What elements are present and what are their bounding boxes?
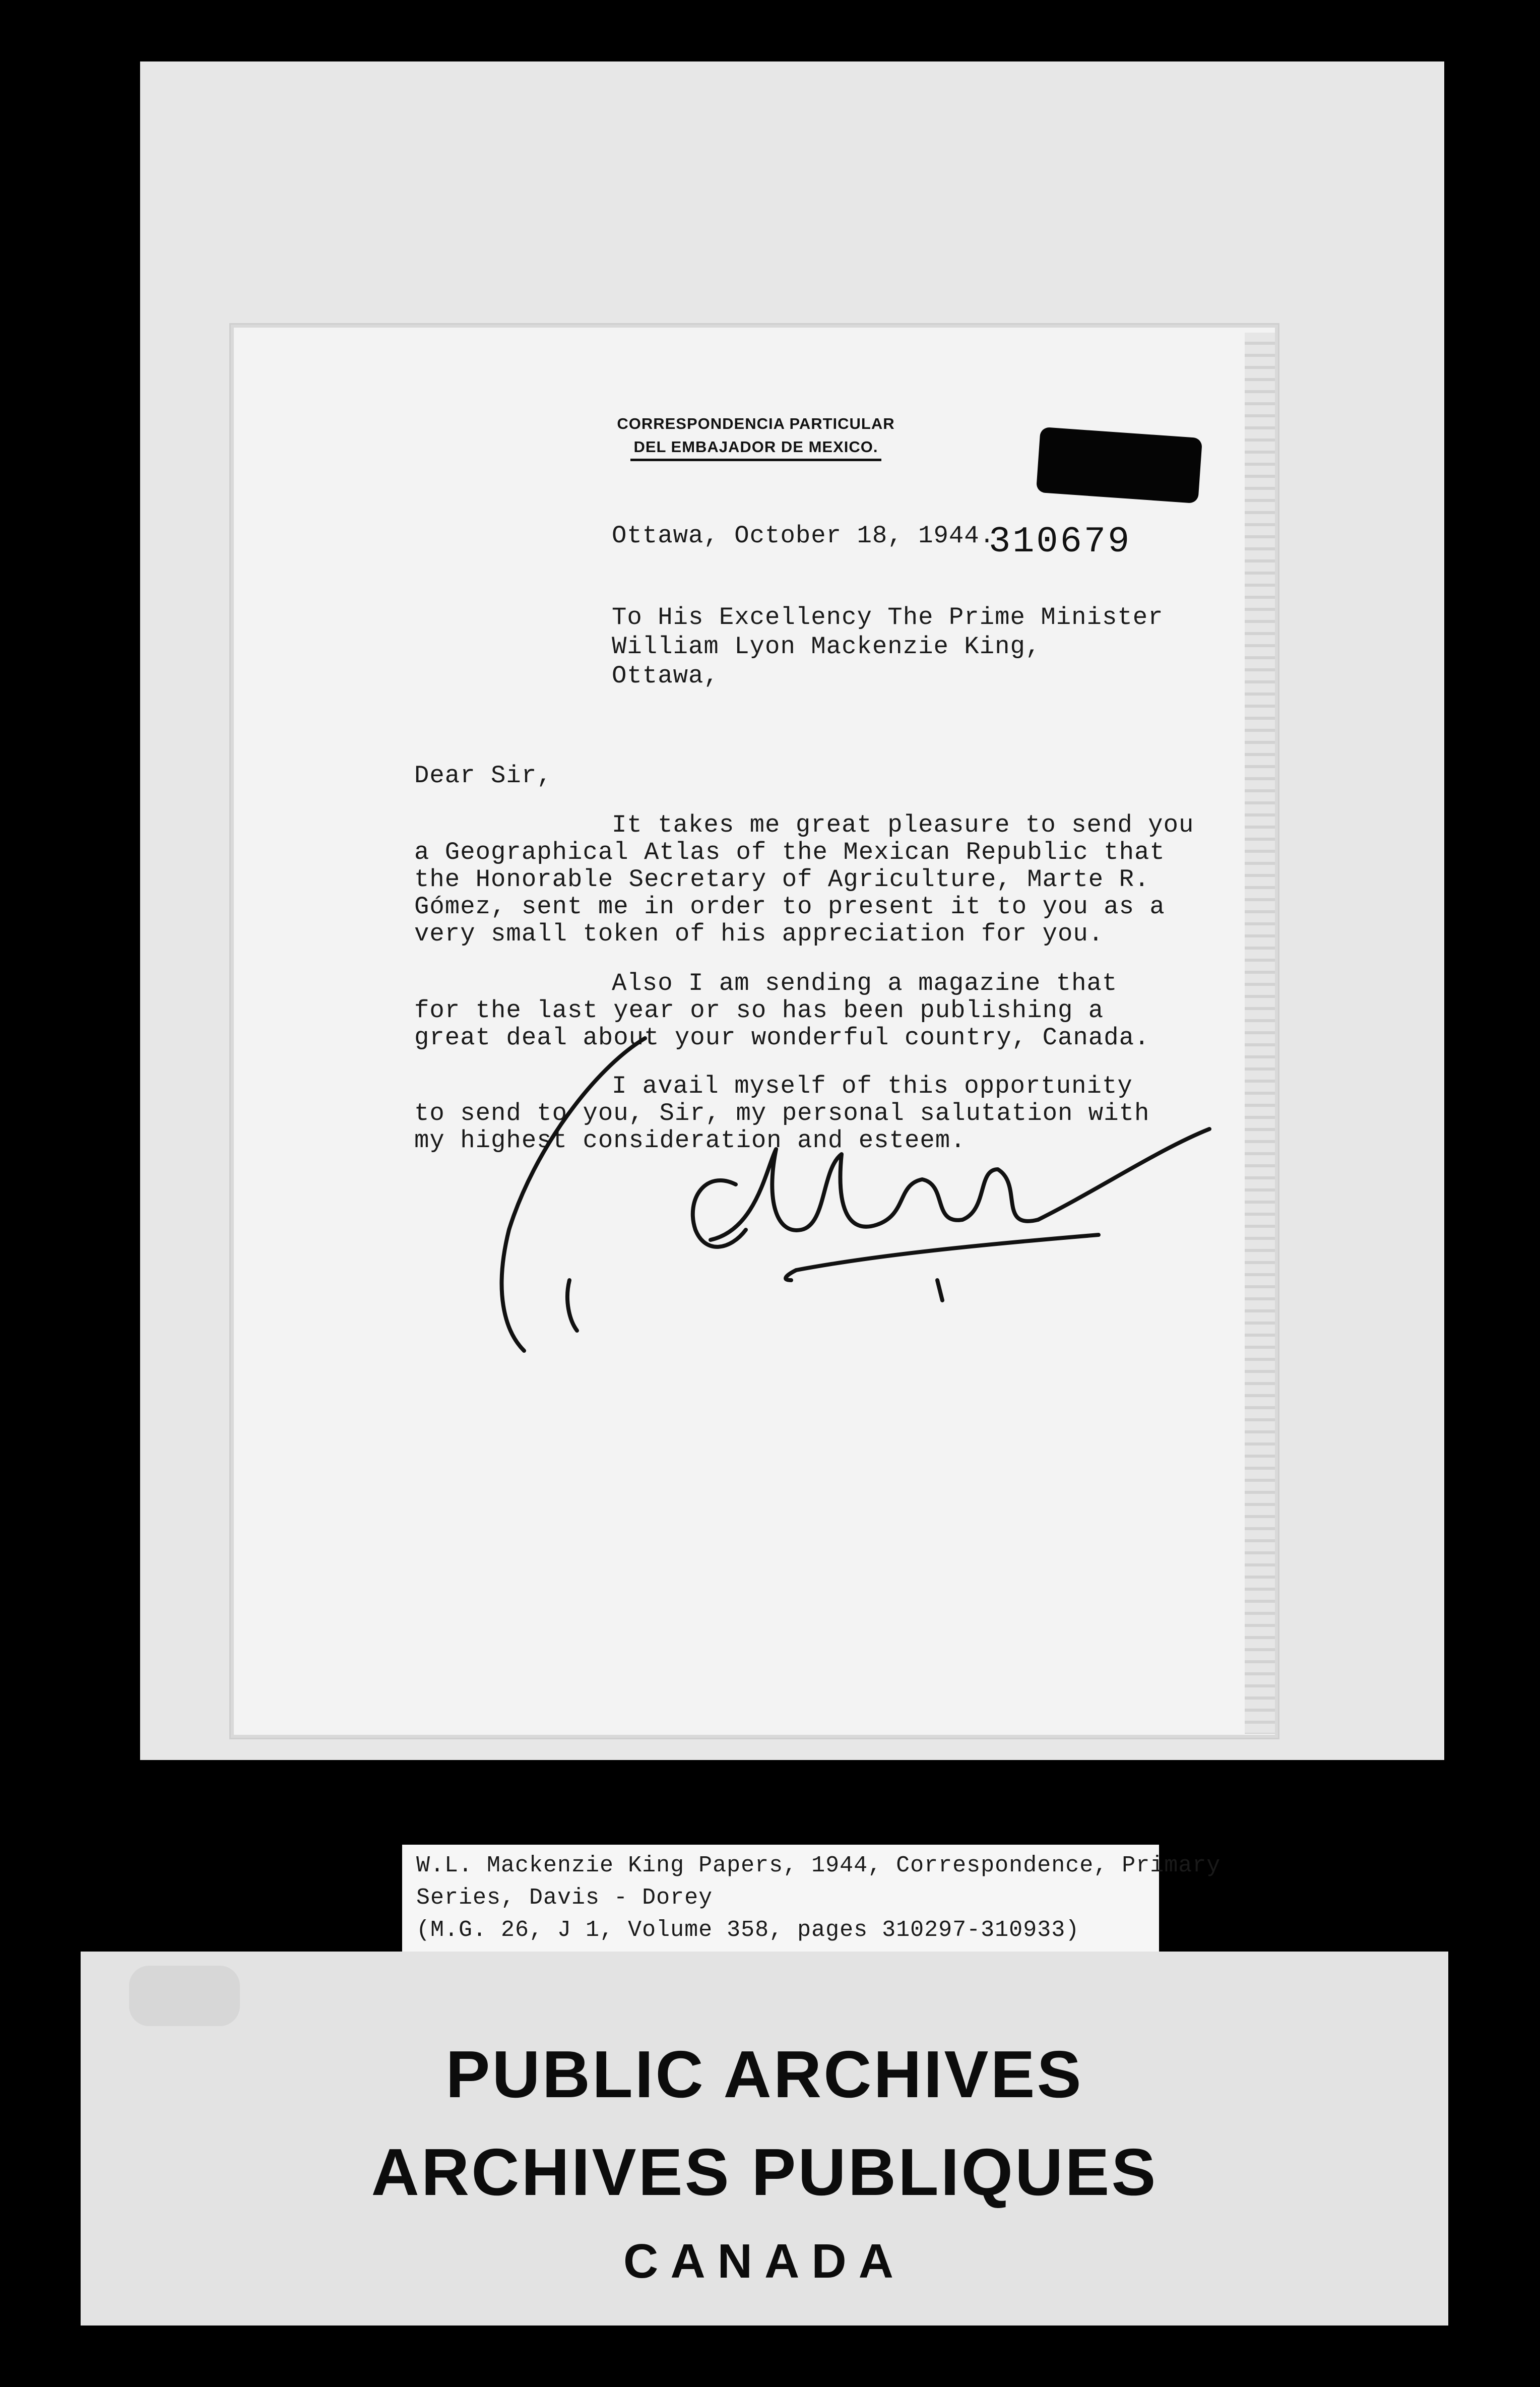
paragraph1-line-4: Gómez, sent me in order to present it to you as a <box>414 893 1165 921</box>
redaction-block <box>1036 427 1202 504</box>
handwritten-signature <box>494 1018 1230 1381</box>
paragraph3-line-1: I avail myself of this opportunity <box>612 1072 1133 1100</box>
banner-line-3: CANADA <box>623 2234 906 2288</box>
reference-line-2: Series, Davis - Dorey <box>416 1885 713 1911</box>
banner-line-1: PUBLIC ARCHIVES <box>445 2037 1083 2111</box>
paragraph1-line-5: very small token of his appreciation for you. <box>414 920 1104 948</box>
banner-line-2: ARCHIVES PUBLIQUES <box>371 2135 1158 2209</box>
paragraph3-line-2: to send to you, Sir, my personal salutation with <box>414 1099 1150 1127</box>
reference-line-1: W.L. Mackenzie King Papers, 1944, Correspondence, Primary <box>416 1853 1221 1878</box>
addressee-line-2: William Lyon Mackenzie King, <box>612 633 1041 661</box>
letterhead-line2: DEL EMBAJADOR DE MEXICO. <box>630 435 881 461</box>
page-number-stamp: 310679 <box>989 521 1132 562</box>
letterhead <box>580 412 932 461</box>
paragraph1-line-3: the Honorable Secretary of Agriculture, Marte R. <box>414 865 1150 894</box>
dateline: Ottawa, October 18, 1944. <box>612 522 995 550</box>
letterhead-line1: CORRESPONDENCIA PARTICULAR <box>617 415 895 432</box>
paragraph3-line-3: my highest consideration and esteem. <box>414 1126 966 1155</box>
reference-line-3: (M.G. 26, J 1, Volume 358, pages 310297-310933) <box>416 1917 1080 1943</box>
archive-banner <box>81 1952 1448 2326</box>
addressee-line-1: To His Excellency The Prime Minister <box>612 603 1164 632</box>
banner-stain <box>129 1966 240 2026</box>
paragraph2-line-3: great deal about your wonderful country, Canada. <box>414 1024 1150 1052</box>
reference-label <box>402 1845 1221 1957</box>
paragraph1-line-1: It takes me great pleasure to send you <box>612 811 1194 839</box>
addressee-line-3: Ottawa, <box>612 662 719 690</box>
paragraph1-line-2: a Geographical Atlas of the Mexican Republic that <box>414 838 1165 866</box>
paragraph2-line-1: Also I am sending a magazine that <box>612 969 1118 997</box>
salutation: Dear Sir, <box>414 762 552 790</box>
deckle-edge <box>1245 333 1275 1734</box>
paragraph2-line-2: for the last year or so has been publishing a <box>414 996 1104 1025</box>
